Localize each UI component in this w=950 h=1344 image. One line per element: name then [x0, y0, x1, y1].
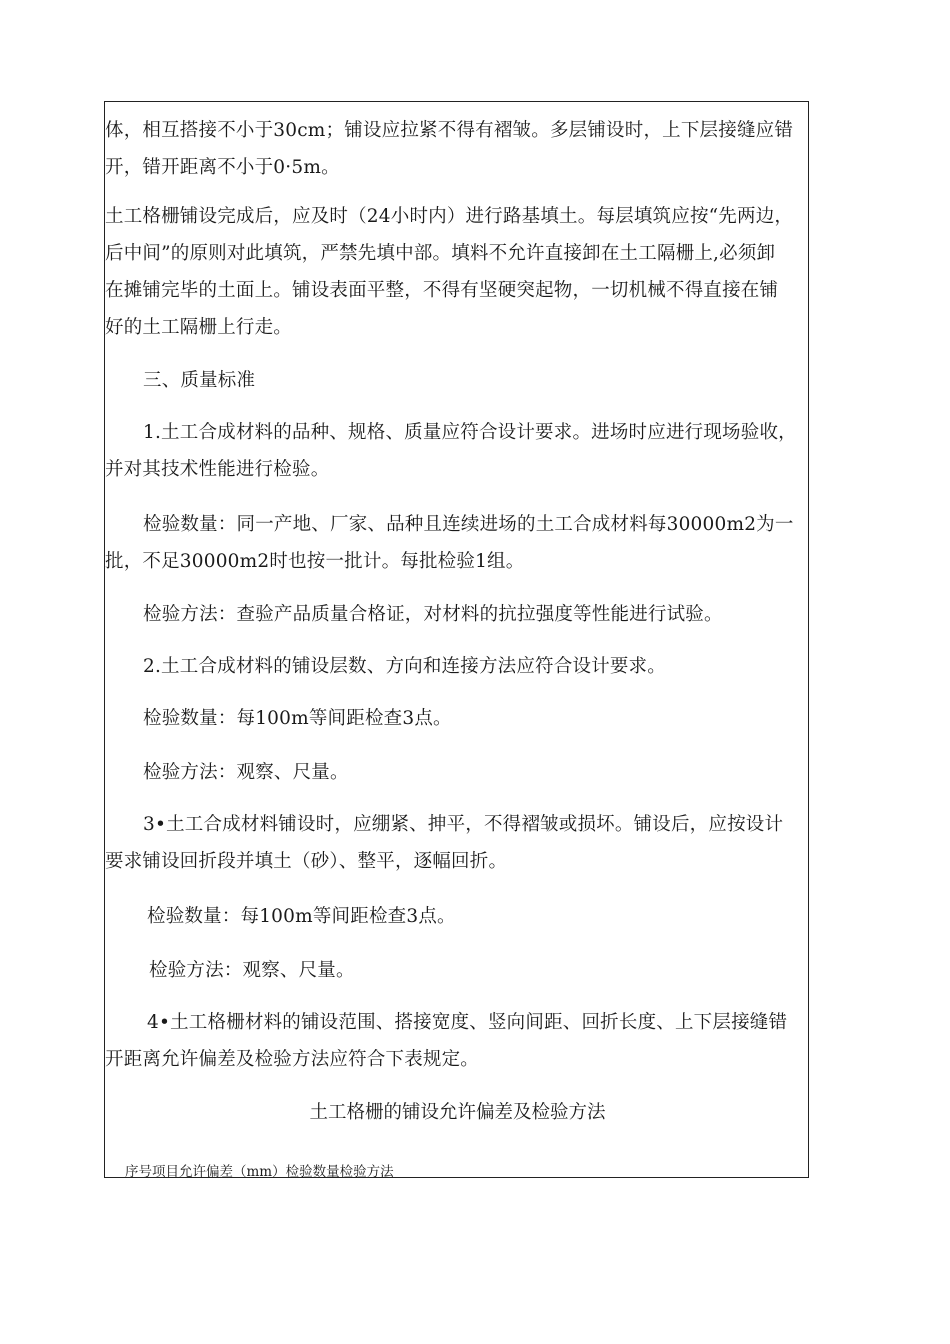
document-frame — [104, 101, 809, 1178]
text-line: 开，错开距离不小于0·5m。 — [105, 157, 340, 178]
table-title: 土工格栅的铺设允许偏差及检验方法 — [309, 1102, 606, 1123]
text-line: 土工格栅铺设完成后，应及时（24小时内）进行路基填土。每层填筑应按“先两边， — [105, 206, 794, 227]
item-1 — [105, 414, 805, 488]
text-line: 在摊铺完毕的土面上。铺设表面平整，不得有坚硬突起物，一切机械不得直接在铺 — [105, 280, 779, 301]
paragraph-backfill — [105, 198, 805, 346]
text-line: 后中间”的原则对此填筑，严禁先填中部。填料不允许直接卸在土工隔栅上,必须卸 — [105, 243, 776, 264]
text-line: 4•土工格栅材料的铺设范围、搭接宽度、竖向间距、回折长度、上下层接缝错 — [147, 1012, 788, 1033]
text-line: 检验数量：同一产地、厂家、品种且连续进场的土工合成材料每30000m2为一 — [143, 514, 794, 535]
paragraph-overlap-spec — [105, 112, 805, 186]
text-line: 1.土工合成材料的品种、规格、质量应符合设计要求。进场时应进行现场验收， — [143, 422, 797, 443]
text-line: 开距离允许偏差及检验方法应符合下表规定。 — [105, 1049, 480, 1070]
text-line: 体，相互搭接不小于30cm；铺设应拉紧不得有褶皱。多层铺设时，上下层接缝应错 — [105, 120, 794, 141]
item-2-quantity: 检验数量：每100m等间距检查3点。 — [143, 708, 452, 729]
item-4 — [105, 1004, 805, 1078]
item-3-method: 检验方法：观察、尺量。 — [149, 960, 355, 981]
item-2-method: 检验方法：观察、尺量。 — [143, 762, 349, 783]
text-line: 批，不足30000m2时也按一批计。每批检验1组。 — [105, 551, 525, 572]
text-line: 并对其技术性能进行检验。 — [105, 459, 330, 480]
item-2: 2.土工合成材料的铺设层数、方向和连接方法应符合设计要求。 — [143, 656, 666, 677]
item-3 — [105, 806, 805, 880]
table-header-row: 序号项目允许偏差（mm）检验数量检验方法 — [125, 1164, 394, 1180]
text-line: 3•土工合成材料铺设时，应绷紧、抻平，不得褶皱或损坏。铺设后，应按设计 — [143, 814, 784, 835]
section-heading-quality: 三、质量标准 — [143, 370, 256, 391]
item-3-quantity: 检验数量：每100m等间距检查3点。 — [147, 906, 456, 927]
item-1-method: 检验方法：查验产品质量合格证，对材料的抗拉强度等性能进行试验。 — [143, 604, 723, 625]
item-1-quantity — [105, 506, 805, 580]
text-line: 好的土工隔栅上行走。 — [105, 317, 293, 338]
text-line: 要求铺设回折段并填土（砂）、整平，逐幅回折。 — [105, 851, 508, 872]
